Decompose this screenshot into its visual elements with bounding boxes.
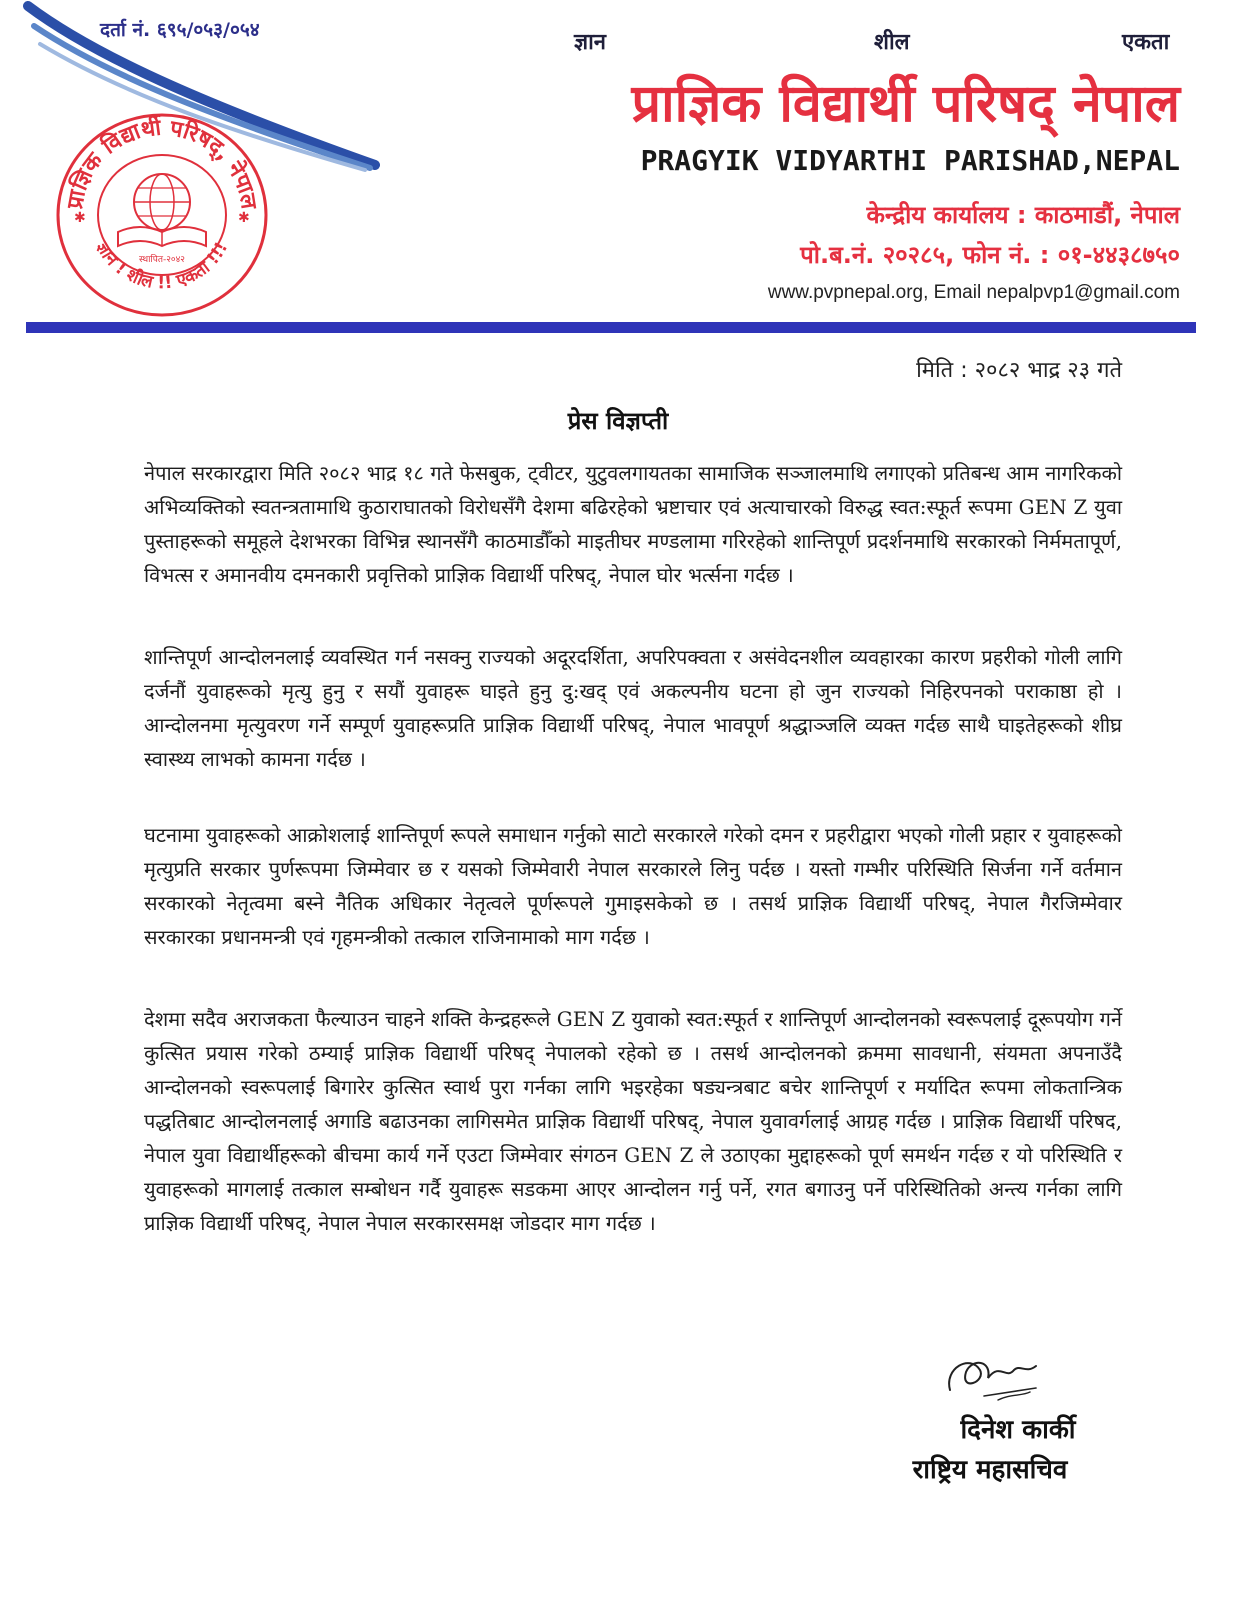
registration-number: दर्ता नं. ६९५/०५३/०५४ [100, 19, 260, 41]
organization-seal-icon [52, 110, 272, 320]
header-divider [26, 322, 1196, 333]
paragraph-4: देशमा सदैव अराजकता फैल्याउन चाहने शक्ति केन्द्रहरूले GEN Z युवाको स्वत:स्फूर्त र शान्तिपूर्ण आन्दोलनको स्वरूपलाई दूरूपयोग गर्ने कुत्सित प्रयास गरेको ठम्याई प्राज्ञिक विद्यार्थी परिषद् नेपालको रहेको छ । तसर्थ आन्दोलनको क्रममा सावधानी, संयमता अपनाउँदै आन्दोलनको स्वरूपलाई बिगारेर कुत्सित स्वार्थ पुरा गर्नका लागि भइरहेका षड्यन्त्रबाट बचेर शान्तिपूर्ण र मर्यादित रूपमा लोकतान्त्रिक पद्धतिबाट आन्दोलनलाई अगाडि बढाउनका लागिसमेत प्राज्ञिक विद्यार्थी परिषद्, नेपाल युवावर्गलाई आग्रह गर्दछ । प्राज्ञिक विद्यार्थी परिषद, नेपाल युवा विद्यार्थीहरूको बीचमा कार्य गर्ने एउटा जिम्मेवार संगठन GEN Z ले उठाएका मुद्दाहरूको पूर्ण समर्थन गर्दछ र यो परिस्थिति र युवाहरूको मागलाई तत्काल सम्बोधन गर्दै युवाहरू सडकमा आएर आन्दोलन गर्नु पर्ने, रगत बगाउनु पर्ने परिस्थितिको अन्त्य गर्नका लागि प्राज्ञिक विद्यार्थी परिषद्, नेपाल नेपाल सरकारसमक्ष जोडदार माग गर्दछ । [144, 1007, 1122, 1235]
seal-bottom-text: ज्ञान ! शील !! एकता !!! [91, 238, 233, 294]
svg-text:✱: ✱ [238, 210, 250, 226]
motto-knowledge: ज्ञान [574, 30, 607, 55]
paragraph-2: शान्तिपूर्ण आन्दोलनलाई व्यवस्थित गर्न नसक्नु राज्यको अदूरदर्शिता, अपरिपक्वता र असंवेदनशील व्यवहारका कारण प्रहरीको गोली लागि दर्जनौं युवाहरूको मृत्यु हुनु र सयौं युवाहरू घाइते हुनु दु:खद् एवं अकल्पनीय घटना हो जुन राज्यको निहिरपनको पराकाष्ठा हो । आन्दोलनमा मृत्युवरण गर्ने सम्पूर्ण युवाहरूप्रति प्राज्ञिक विद्यार्थी परिषद्, नेपाल भावपूर्ण श्रद्धाञ्जलि व्यक्त गर्दछ साथै घाइतेहरूको शीघ्र स्वास्थ्य लाभको कामना गर्दछ । [144, 645, 1122, 771]
organization-name-nepali: प्राज्ञिक विद्यार्थी परिषद् नेपाल [631, 74, 1180, 134]
paragraph-1: नेपाल सरकारद्वारा मिति २०८२ भाद्र १८ गते फेसबुक, ट्वीटर, युटुवलगायतका सामाजिक सञ्जालमाथि लगाएको प्रतिबन्ध आम नागरिकको अभिव्यक्तिको स्वतन्त्रतामाथि कुठाराघातको विरोधसँगै देशमा बढिरहेको भ्रष्टाचार एवं अत्याचारको विरुद्ध स्वत:स्फूर्त रूपमा GEN Z युवा पुस्ताहरूको समूहले देशभरका विभिन्न स्थानसँगै काठमाडौँको माइतीघर मण्डलामा गरिरहेको शान्तिपूर्ण प्रदर्शनमाथि सरकारको निर्ममतापूर्ण, विभत्स र अमानवीय दमनकारी प्रवृत्तिको प्राज्ञिक विद्यार्थी परिषद्, नेपाल घोर भर्त्सना गर्दछ । [144, 461, 1122, 587]
seal-outer-text: प्राज्ञिक विद्यार्थी परिषद्, नेपाल [62, 115, 261, 211]
organization-name-english: PRAGYIK VIDYARTHI PARISHAD,NEPAL [640, 144, 1180, 177]
central-office-address: केन्द्रीय कार्यालय : काठमाडौं, नेपाल [866, 201, 1180, 229]
motto-unity: एकता [1122, 30, 1170, 55]
paragraph-3: घटनामा युवाहरूको आक्रोशलाई शान्तिपूर्ण रूपले समाधान गर्नुको साटो सरकारले गरेको दमन र प्रहरीद्वारा भएको गोली प्रहार र युवाहरूको मृत्युप्रति सरकार पुर्णरूपमा जिम्मेवार छ र यसको जिम्मेवारी नेपाल सरकारले लिनु पर्दछ । यस्तो गम्भीर परिस्थिति सिर्जना गर्ने वर्तमान सरकारको नेतृत्वमा बस्ने नैतिक अधिकार नेतृत्वले पूर्णरूपले गुमाइसकेको छ । तसर्थ प्राज्ञिक विद्यार्थी परिषद्, नेपाल गैरजिम्मेवार सरकारका प्रधानमन्त्री एवं गृहमन्त्रीको तत्काल राजिनामाको माग गर्दछ । [144, 823, 1122, 949]
website-email: www.pvpnepal.org, Email nepalpvp1@gmail.com [767, 282, 1180, 303]
letter-date: मिति : २०८२ भाद्र २३ गते [916, 358, 1122, 383]
svg-text:✱: ✱ [74, 210, 86, 226]
signatory-name: दिनेश कार्की [960, 1415, 1076, 1445]
press-release-title: प्रेस विज्ञप्ती [567, 407, 669, 435]
svg-text:प्राज्ञिक विद्यार्थी परिषद्, न [63, 113, 261, 212]
pobox-phone: पो.ब.नं. २०२८५, फोन नं. : ०१-४४३८७५० [800, 241, 1180, 269]
signatory-title: राष्ट्रिय महासचिव [912, 1455, 1068, 1485]
motto-character: शील [874, 30, 910, 55]
seal-established-text: स्थापित-२०४२ [139, 255, 185, 265]
handwritten-signature [940, 1350, 1050, 1410]
